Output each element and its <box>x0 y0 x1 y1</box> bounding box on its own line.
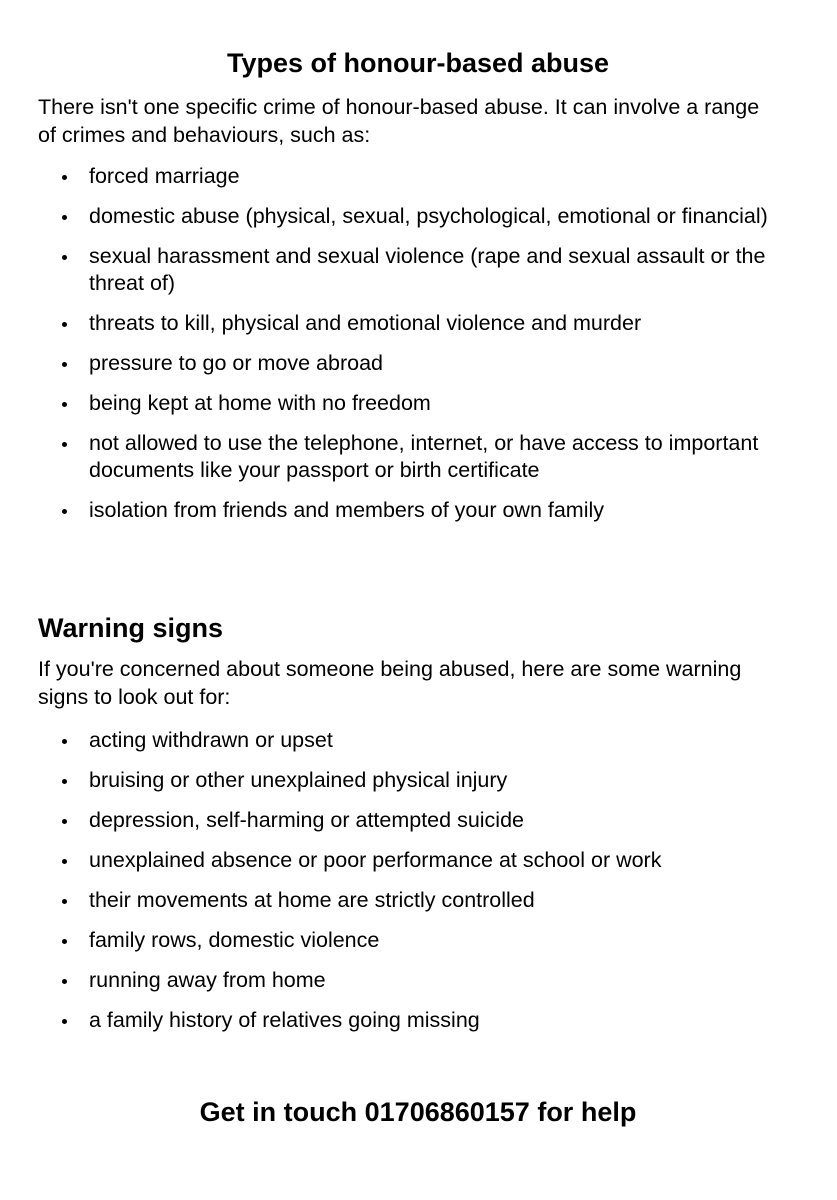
list-item <box>38 927 798 954</box>
bullet-icon <box>62 1019 67 1024</box>
list-item-text: threats to kill, physical and emotional violence and murder <box>89 311 642 335</box>
list-item <box>38 390 798 417</box>
warning-signs-intro: If you're concerned about someone being abused, here are some warning signs to look out for: <box>38 657 742 709</box>
list-item <box>38 727 798 754</box>
list-item-text: not allowed to use the telephone, internet, or have access to important documents like your passport or birth certificate <box>89 431 759 482</box>
list-item <box>38 967 798 994</box>
types-list <box>38 163 798 537</box>
types-intro: There isn't one specific crime of honour-based abuse. It can involve a range of crimes and behaviours, such as: <box>38 95 760 147</box>
list-item-text: family rows, domestic violence <box>89 928 380 952</box>
list-item <box>38 243 798 297</box>
list-item <box>38 887 798 914</box>
bullet-icon <box>62 739 67 744</box>
list-item <box>38 310 798 337</box>
list-item <box>38 430 798 484</box>
bullet-icon <box>62 322 67 327</box>
warning-signs-list <box>38 727 798 1047</box>
list-item <box>38 203 798 230</box>
list-item-text: forced marriage <box>89 164 240 188</box>
list-item <box>38 847 798 874</box>
bullet-icon <box>62 362 67 367</box>
list-item-text: pressure to go or move abroad <box>89 351 383 375</box>
bullet-icon <box>62 779 67 784</box>
list-item-text: domestic abuse (physical, sexual, psychological, emotional or financial) <box>89 204 768 228</box>
list-item <box>38 1007 798 1034</box>
list-item-text: unexplained absence or poor performance at school or work <box>89 848 662 872</box>
bullet-icon <box>62 442 67 447</box>
contact-footer: Get in touch 01706860157 for help <box>199 1097 637 1127</box>
list-item-text: their movements at home are strictly controlled <box>89 888 535 912</box>
list-item-text: isolation from friends and members of your own family <box>89 498 605 522</box>
bullet-icon <box>62 215 67 220</box>
list-item <box>38 807 798 834</box>
bullet-icon <box>62 175 67 180</box>
list-item-text: a family history of relatives going missing <box>89 1008 480 1032</box>
bullet-icon <box>62 979 67 984</box>
list-item-text: depression, self-harming or attempted suicide <box>89 808 524 832</box>
list-item-text: sexual harassment and sexual violence (rape and sexual assault or the threat of) <box>89 244 766 295</box>
warning-signs-heading: Warning signs <box>38 613 224 643</box>
bullet-icon <box>62 402 67 407</box>
list-item <box>38 350 798 377</box>
bullet-icon <box>62 859 67 864</box>
bullet-icon <box>62 819 67 824</box>
list-item-text: being kept at home with no freedom <box>89 391 431 415</box>
bullet-icon <box>62 899 67 904</box>
bullet-icon <box>62 509 67 514</box>
list-item <box>38 163 798 190</box>
list-item <box>38 767 798 794</box>
list-item-text: acting withdrawn or upset <box>89 728 333 752</box>
list-item-text: bruising or other unexplained physical injury <box>89 768 508 792</box>
bullet-icon <box>62 939 67 944</box>
bullet-icon <box>62 255 67 260</box>
page-title: Types of honour-based abuse <box>226 48 610 78</box>
list-item-text: running away from home <box>89 968 326 992</box>
list-item <box>38 497 798 524</box>
